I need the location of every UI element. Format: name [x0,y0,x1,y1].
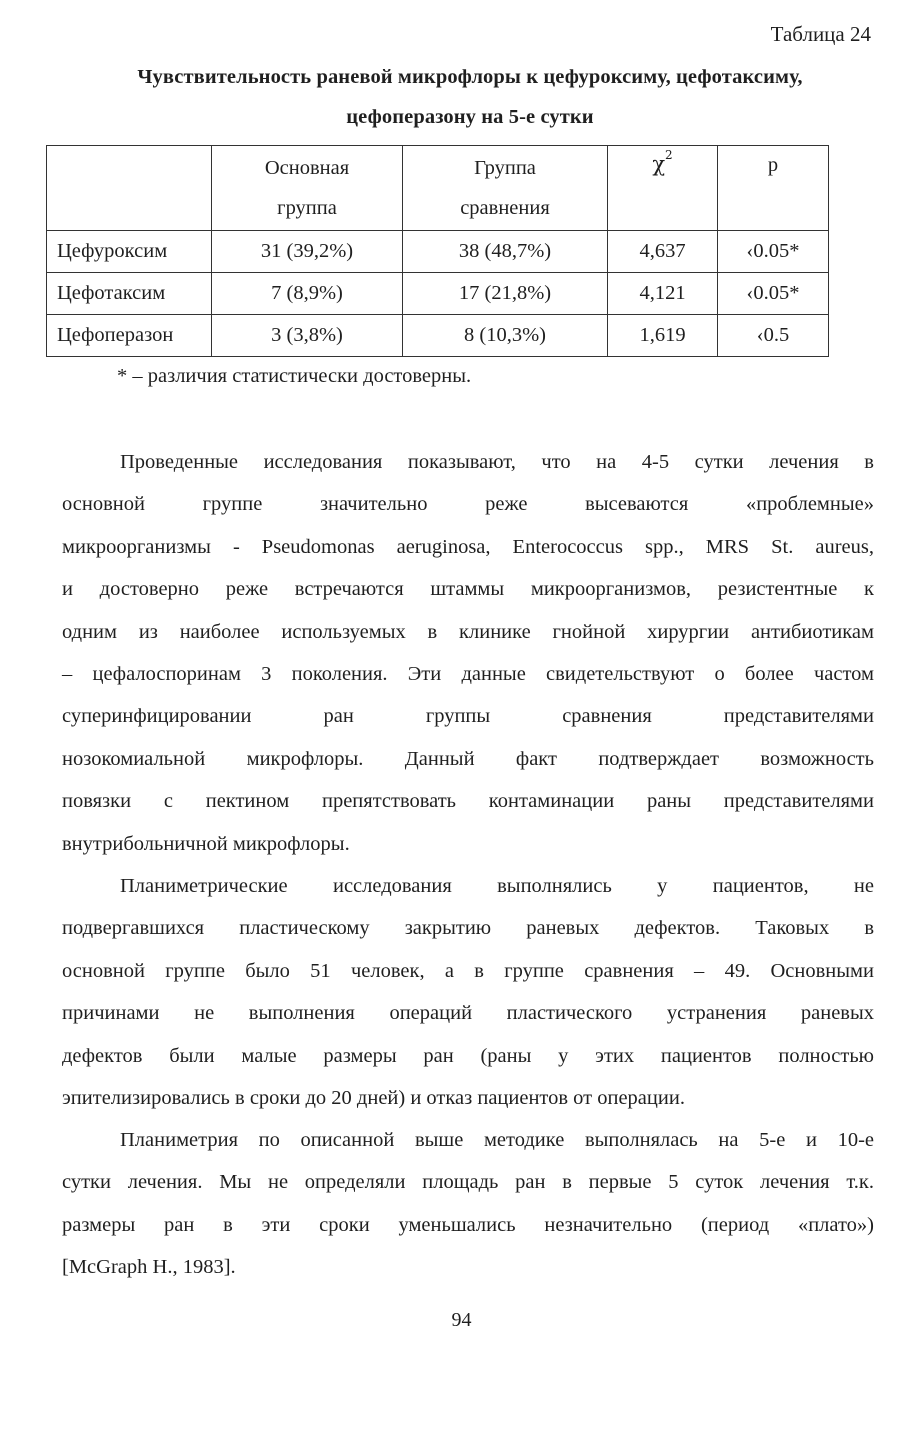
row-comparison-value: 17 (21,8%) [403,273,608,315]
text-line: и достоверно реже встречаются штаммы микроорганизмов, резистентные к [62,578,874,601]
table-number-label: Таблица 24 [770,22,871,46]
header-empty-cell [47,146,212,231]
text-line: внутрибольничной микрофлоры. [62,832,350,855]
header-p-letter: p [767,154,779,176]
text-line: основной группе значительно реже высеваются «проблемные» [62,493,874,516]
row-drug-name: Цефуроксим [47,231,212,273]
text-line: Планиметрические исследования выполнялись у пациентов, не [120,875,874,897]
header-comparison-line1: Группа [474,157,536,179]
row-drug-name: Цефоперазон [47,315,212,357]
row-chi-square-value: 4,121 [608,273,718,315]
text-line: суперинфицировании ран группы сравнения представителями [62,705,874,728]
text-line: одним из наиболее используемых в клинике гнойной хирургии антибиотикам [62,620,874,643]
paragraph-2 [62,865,874,1119]
text-line: нозокомиальной микрофлоры. Данный факт подтверждает возможность [62,747,874,770]
row-comparison-value: 8 (10,3%) [403,315,608,357]
header-main-group-line1: Основная [264,157,350,179]
header-chi-superscript: 2 [665,148,673,162]
table-footnote: * – различия статистически достоверны. [117,365,472,387]
row-p-value: ‹0.05* [718,273,829,315]
text-line: повязки с пектином препятствовать контаминации раны представителями [62,790,874,813]
header-comparison-line2: сравнения [460,197,550,219]
text-line: причинами не выполнения операций пластического устранения раневых [62,1002,874,1025]
text-line: – цефалоспоринам 3 поколения. Эти данные свидетельствуют о более частом [62,662,874,685]
row-comparison-value: 38 (48,7%) [403,231,608,273]
row-main-group-value: 7 (8,9%) [212,273,403,315]
text-line: основной группе было 51 человек, а в группе сравнения – 49. Основными [62,959,874,982]
paragraph-1 [62,441,874,865]
row-chi-square-value: 4,637 [608,231,718,273]
table-row [47,273,829,315]
table-row [47,315,829,357]
header-main-group-line2: группа [277,197,337,219]
text-line: сутки лечения. Мы не определяли площадь ран в первые 5 суток лечения т.к. [62,1171,874,1194]
row-main-group-value: 3 (3,8%) [212,315,403,357]
header-chi-square [608,146,718,231]
table-title-line-1: Чувствительность раневой микрофлоры к цефуроксиму, цефотаксиму, [137,66,803,88]
text-line: микроорганизмы - Pseudomonas aeruginosa, Enterococcus spp., MRS St. aureus, [62,535,874,558]
text-line: дефектов были малые размеры ран (раны у этих пациентов полностью [62,1044,874,1067]
susceptibility-table [46,145,829,357]
text-line: Проведенные исследования показывают, что на 4-5 сутки лечения в [120,451,874,473]
text-line: Планиметрия по описанной выше методике выполнялась на 5-е и 10-е [120,1129,874,1151]
header-main-group [212,146,403,231]
row-p-value: ‹0.05* [718,231,829,273]
table-header-row [47,146,829,231]
text-line: подвергавшихся пластическому закрытию раневых дефектов. Таковых в [62,917,874,940]
paragraph-3 [62,1119,874,1289]
page-number: 94 [451,1309,472,1331]
row-main-group-value: 31 (39,2%) [212,231,403,273]
table-title-line-2: цефоперазону на 5-е сутки [346,106,594,128]
table-row [47,231,829,273]
header-p-value [718,146,829,231]
text-line: эпителизировались в сроки до 20 дней) и отказ пациентов от операции. [62,1086,685,1109]
row-p-value: ‹0.5 [718,315,829,357]
header-comparison-group [403,146,608,231]
row-drug-name: Цефотаксим [47,273,212,315]
text-line: размеры ран в эти сроки уменьшались незначительно (период «плато») [62,1213,874,1236]
row-chi-square-value: 1,619 [608,315,718,357]
header-chi-symbol: χ [652,152,666,176]
text-line: [McGraph H., 1983]. [62,1256,236,1279]
